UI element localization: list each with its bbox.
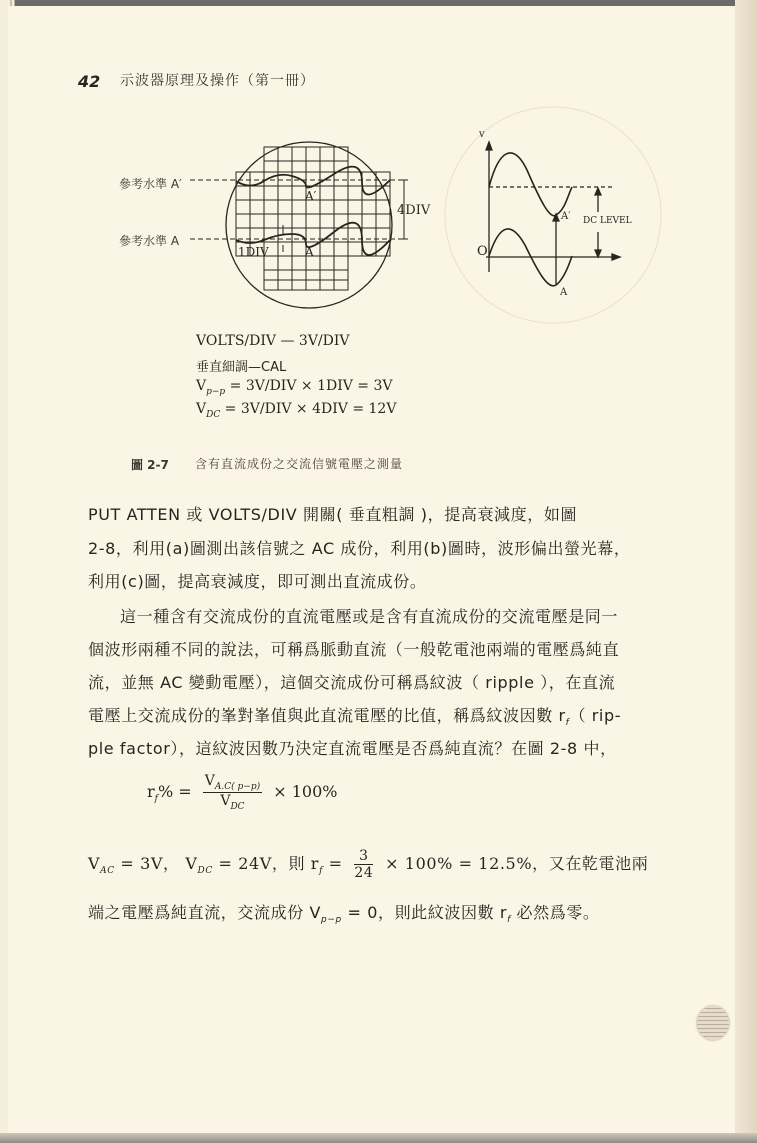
rf-subscript: f: [565, 718, 570, 729]
paragraph-2-line-5: ple factor），這紋波因數乃決定直流電壓是否爲純直流？在圖 2-8 中，: [88, 739, 617, 758]
running-header-title: 示波器原理及操作（第一冊）: [120, 73, 315, 89]
den-v: V: [220, 792, 231, 809]
vac-symbol: V: [88, 854, 101, 873]
line-4-tail: （ rip-: [569, 706, 622, 725]
final-vpp-sub: p−p: [321, 915, 342, 926]
vdc-symbol: V: [196, 401, 207, 417]
vertical-fine-setting: 垂直細調—CAL: [196, 360, 287, 375]
paragraph-2-line-3: 流，並無 AC 變動電壓），這個交流成份可稱爲紋波（ ripple ），在直流: [88, 673, 616, 692]
final-line: [88, 900, 600, 925]
final-mid: = 0，則此紋波因數 r: [341, 903, 508, 922]
dc-level-waveform-diagram: [0, 0, 757, 330]
point-a-label-right: A: [560, 287, 568, 298]
volts-div-setting: VOLTS/DIV — 3V/DIV: [196, 333, 350, 349]
point-a-prime-label: A′: [305, 189, 317, 203]
rf-sub-2: f: [319, 866, 323, 877]
final-rf-sub: f: [507, 915, 511, 926]
calc-equals: =: [323, 854, 343, 873]
vdc-expression: = 3V/DIV × 4DIV = 12V: [220, 401, 397, 417]
vdc-sub-2: DC: [197, 866, 213, 877]
vpp-symbol: V: [196, 378, 207, 394]
calc-numerator: 3: [354, 848, 373, 865]
ripple-calculation-line: [88, 848, 648, 881]
paragraph-1-line-1: PUT ATTEN 或 VOLTS/DIV 開關( 垂直粗調 )，提高衰減度，如圖: [88, 505, 578, 524]
paragraph-1-line-2: 2-8，利用(a)圖測出該信號之 AC 成份，利用(b)圖時，波形偏出螢光幕，: [88, 539, 631, 558]
paragraph-2-line-4: [88, 703, 621, 728]
vac-sub: AC: [100, 866, 115, 877]
formula-numerator: [203, 773, 262, 793]
num-v: V: [204, 773, 215, 789]
vdc-calculation: [196, 401, 396, 420]
vpp-calculation: [196, 378, 393, 397]
vpp-expression: = 3V/DIV × 1DIV = 3V: [225, 378, 393, 394]
formula-lhs: r: [147, 781, 155, 801]
figure-caption: 含有直流成份之交流信號電壓之測量: [195, 457, 404, 471]
calc-denominator: 24: [354, 865, 374, 881]
den-sub: DC: [230, 801, 245, 812]
line-4-text: 電壓上交流成份的峯對峯值與此直流電壓的比值，稱爲紋波因數 r: [88, 706, 566, 725]
vdc-subscript: DC: [206, 409, 221, 420]
num-sub: A.C( p−p): [214, 781, 261, 792]
point-a-label: A: [305, 245, 314, 259]
paragraph-1-line-3: 利用(c)圖，提高衰減度，即可測出直流成份。: [88, 572, 427, 591]
origin-label: O: [477, 244, 488, 259]
dc-level-label: DC LEVEL: [583, 216, 632, 226]
formula-denominator: [203, 793, 262, 812]
one-div-label: 1DIV: [238, 245, 269, 259]
formula-lhs-sub: f: [154, 793, 158, 804]
formula-fraction: [203, 773, 262, 812]
final-post: 必然爲零。: [510, 903, 600, 922]
four-div-label: 4DIV: [397, 203, 431, 218]
formula-multiplier: × 100%: [273, 781, 338, 801]
calc-fraction: [354, 848, 373, 881]
final-pre: 端之電壓爲純直流，交流成份 V: [88, 903, 322, 922]
binding-screw: [697, 1006, 729, 1040]
point-a-prime-label-right: A′: [561, 211, 571, 222]
v-axis-label: v: [479, 129, 485, 140]
vac-value: = 3V，: [114, 854, 180, 873]
formula-equals: % =: [158, 781, 192, 801]
page-bottom-edge: [0, 1133, 757, 1143]
vdc-value: = 24V，則 r: [212, 854, 320, 873]
paragraph-2-line-1: 這一種含有交流成份的直流電壓或是含有直流成份的交流電壓是同一: [120, 607, 619, 626]
ref-level-a-prime-label: 參考水準 A′: [119, 177, 182, 191]
ref-level-a-label: 參考水準 A: [119, 234, 180, 248]
calc-tail: × 100% = 12.5%，又在乾電池兩: [385, 854, 649, 873]
paragraph-2-line-2: 個波形兩種不同的說法，可稱爲脈動直流（一般乾電池兩端的電壓爲純直: [88, 640, 620, 659]
figure-number: 圖 2-7: [131, 458, 169, 472]
vdc-symbol-2: V: [185, 854, 198, 873]
page-number: 42: [78, 72, 101, 91]
vpp-subscript: p−p: [206, 386, 226, 397]
ripple-factor-formula: [147, 773, 337, 812]
